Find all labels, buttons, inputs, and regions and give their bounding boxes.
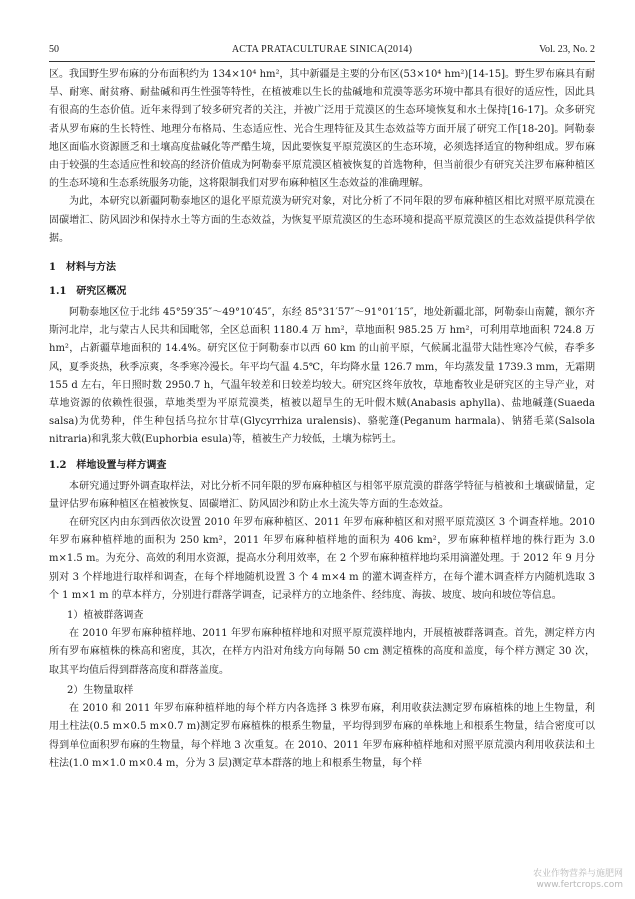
intro-paragraph-2: 为此，本研究以新疆阿勒泰地区的退化平原荒漠为研究对象，对比分析了不同年限的罗布麻种植区相比对照平原荒漠在固碳增汇、防风固沙和保持水土等方面的生态效益，为恢复平原荒漠区的生态环境和提高平原荒漠区的生态效益提供科学依据。 (49, 196, 595, 244)
intro-paragraph-1: 区。我国野生罗布麻的分布面积约为 134×10⁴ hm²，其中新疆是主要的分布区(53×10⁴ hm²)[14-15]。野生罗布麻具有耐旱、耐寒、耐贫瘠、耐盐碱和再生性强等特性，在植被难以生长的盐碱地和荒漠等恶劣环境中都具有很好的适应性，因此具有很高的生态价值。近年来得到了较多研究者的关注，并被广泛用于荒漠区的生态环境恢复和水土保持[16-17]。众多研究者从罗布麻的生长特性、地理分布格局、生态适应性、光合生理特征及其生态效益等方面开展了研究工作[18-20]。阿勒泰地区面临水资源匮乏和土壤高度盐碱化等严酷生境，因此要恢复平原荒漠区的生态环境，必须选择适宜的物种组成。罗布麻由于较强的生态适应性和较高的经济价值成为阿勒泰平原荒漠区植被恢复的首选物种，但当前很少有研究关注罗布麻种植区的生态环境和生态系统服务功能，这将限制我们对罗布麻种植区生态效益的准确理解。 (49, 69, 595, 190)
study-area-paragraph: 阿勒泰地区位于北纬 45°59′35″～49°10′45″，东经 85°31′57″～91°01′15″，地处新疆北部，阿勒泰山南麓，额尔齐斯河北岸，北与蒙古人民共和国毗邻，全区总面积 1180.4 万 hm²，草地面积 985.25 万 hm²，可利用草地面积 724.8 万 hm²，占新疆草地面积的 14.4%。研究区位于阿勒泰市以西 60 km 的山前平原，气候属北温带大陆性寒冷气候，春季多风，夏季炎热，秋季凉爽，冬季寒冷漫长。年平均气温 4.5℃，年均降水量 126.7 mm，年均蒸发量 1739.3 mm，无霜期 155 d 左右，年日照时数 2950.7 h，气温年较差和日较差均较大。研究区终年放牧，草地畜牧业是研究区的主导产业，对草地资源的依赖性很强，草地类型为平原荒漠类，植被以超旱生的无叶假木贼(Anabasis aphylla)、盐地碱蓬(Suaeda salsa)为优势种，伴生种包括乌拉尔甘草(Glycyrrhiza uralensis)、骆驼蓬(Peganum harmala)、钠猪毛菜(Salsola nitraria)和乳浆大戟(Euphorbia esula)等，植被生产力较低，土壤为棕钙土。 (49, 307, 595, 446)
journal-title: ACTA PRATACULTURAE SINICA(2014) (231, 44, 413, 55)
watermark-line-1: 农业作物营养与施肥网 (532, 869, 623, 879)
header-rule (49, 61, 595, 62)
volume-issue: Vol. 23, No. 2 (539, 44, 595, 55)
running-header (49, 44, 595, 58)
page-number: 50 (49, 44, 59, 55)
plot-setup-paragraph-2: 在研究区内由东到西依次设置 2010 年罗布麻种植区、2011 年罗布麻种植区和对照平原荒漠区 3 个调查样地。2010 年罗布麻种植样地的面积为 250 km²，2011 年罗布麻种植样地的面积为 406 km²，罗布麻种植样地的株行距为 3.0 m×1.5 m。为充分、高效的利用水资源，提高水分利用效率，在 2 个罗布麻种植样地均采用滴灌处理。于 2012 年 9 月分别对 3 个样地进行取样和调查，在每个样地随机设置 3 个 4 m×4 m 的灌木调查样方，在每个灌木调查样方内随机选取 3 个 1 m×1 m 的草本样方，分别进行群落学调查，记录样方的立地条件、经纬度、海拔、坡度、坡向和坡位等信息。 (49, 517, 595, 601)
plot-setup-paragraph-1: 本研究通过野外调查取样法，对比分析不同年限的罗布麻种植区与相邻平原荒漠的群落学特征与植被和土壤碳储量，定量评估罗布麻种植区在植被恢复、固碳增汇、防风固沙和防止水土流失等方面的生态效益。 (49, 480, 595, 510)
biomass-sampling-paragraph: 在 2010 和 2011 年罗布麻种植样地的每个样方内各选择 3 株罗布麻，利用收获法测定罗布麻植株的地上生物量，利用土柱法(0.5 m×0.5 m×0.7 m)测定罗布麻植株的根系生物量，平均得到罗布麻的单株地上和根系生物量，结合密度可以得到单位面积罗布麻的生物量，每个样地 3 次重复。在 2010、2011 年罗布麻种植样地和对照平原荒漠内利用收获法和土柱法(1.0 m×1.0 m×0.4 m，分为 3 层)测定草本群落的地上和根系生物量，每个样 (49, 703, 595, 769)
subsection-heading-plot-setup: 1.2 样地设置与样方调查 (49, 459, 167, 471)
watermark-line-2: www.fertcrops.com (536, 880, 623, 890)
vegetation-survey-paragraph: 在 2010 年罗布麻种植样地、2011 年罗布麻种植样地和对照平原荒漠样地内，开展植被群落调查。首先，测定样方内所有罗布麻植株的株高和密度，其次，在样方内沿对角线方向每隔 50 cm 测定植株的高度和盖度，每个样方测定 30 次，取其平均值后得到群落高度和群落盖度。 (49, 628, 595, 676)
subsection-heading-study-area: 1.1 研究区概况 (49, 286, 127, 298)
article-body (49, 66, 595, 773)
item-heading-vegetation-survey: 1）植被群落调查 (67, 610, 144, 622)
site-watermark (533, 869, 623, 891)
item-heading-biomass-sampling: 2）生物量取样 (67, 684, 134, 696)
section-heading-methods: 1 材料与方法 (49, 262, 116, 274)
